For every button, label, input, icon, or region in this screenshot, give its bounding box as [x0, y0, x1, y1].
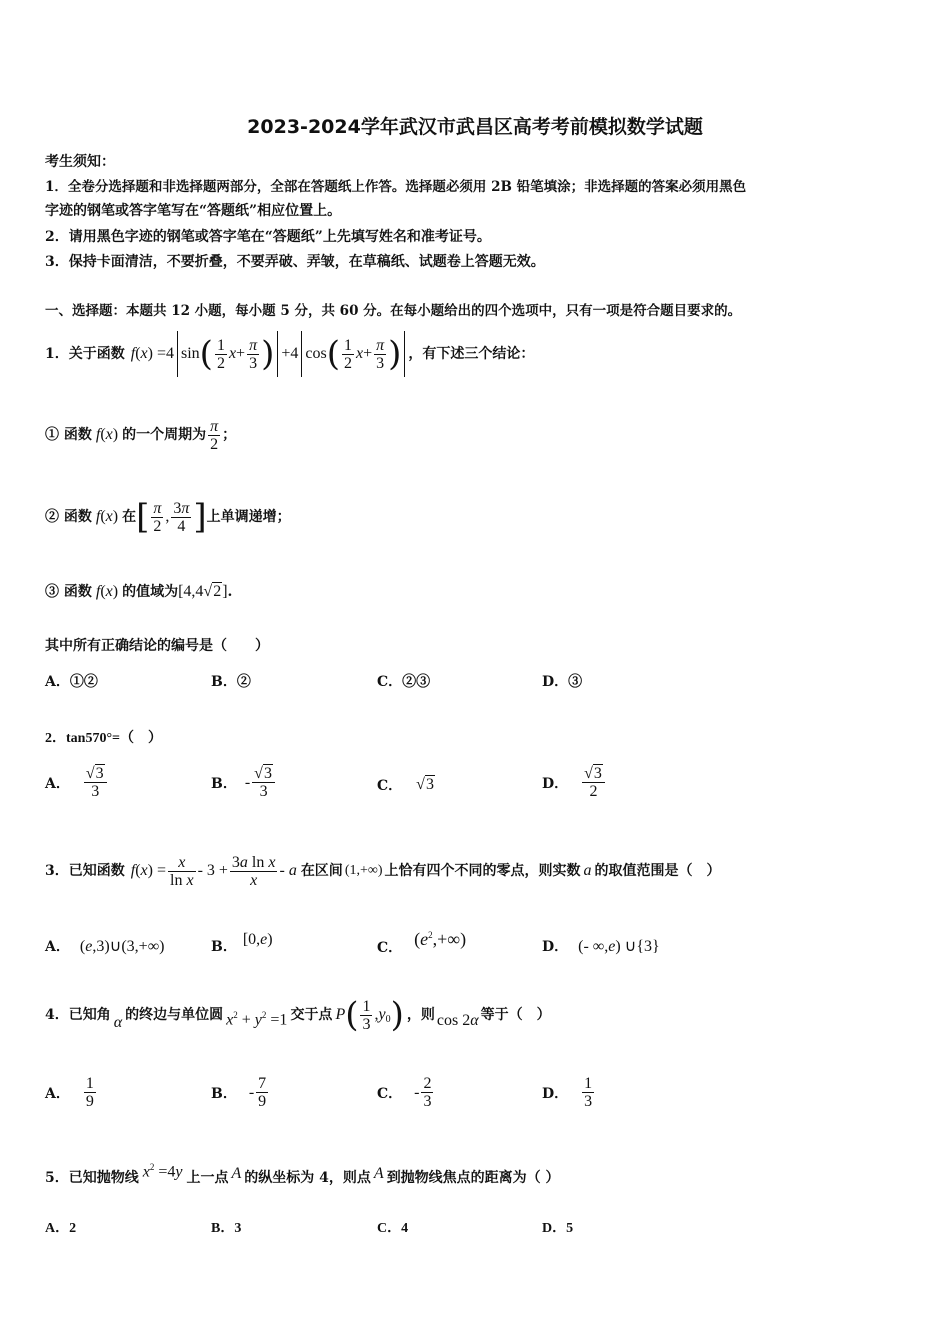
- question-4-stem: 4．已知角 α 的终边与单位圆 $x^2 + y^2 =1$ 交于点 P ( $\frac{1}{3}$ , y 0 ) ，则 cos 2α 等于（ ）: [45, 995, 551, 1035]
- q5-mid-2: 的纵坐标为 4，则点: [244, 1170, 371, 1186]
- q1-statement-3: ③ 函数 f(x) 的值域为 [4,4√2] .: [45, 583, 233, 600]
- q5-option-a[interactable]: A．2: [45, 1221, 77, 1236]
- q1-s2-interval: [ $\frac{\pi}{2}$ , $\frac{3\pi}{4}$ ]: [136, 497, 207, 537]
- q1-function-formula: f ( x ) =4 sin ( $\frac{1}{2}$ x + $\frac{\pi}{3}$ ) +4 cos ( $\frac{1}{2}$ x + $\frac{\pi}{3}$ ): [131, 331, 409, 377]
- q1-s2-prefix: ② 函数: [45, 509, 92, 525]
- q5-prefix: 5．已知抛物线: [45, 1170, 139, 1186]
- q5-mid-1: 上一点: [186, 1170, 229, 1186]
- notice-line-1: 1．全卷分选择题和非选择题两部分，全部在答题纸上作答。选择题必须用 2B 铅笔填涂；非选择题的答案必须用黑色: [45, 179, 747, 195]
- q4-a-label: A．: [45, 1085, 70, 1102]
- section-heading: 一、选择题：本题共 12 小题，每小题 5 分，共 60 分。在每小题给出的四个选项中，只有一项是符合题目要求的。: [45, 303, 742, 319]
- q3-mid-2: 上恰有四个不同的零点，则实数: [384, 863, 581, 879]
- q1-option-d[interactable]: D．③: [542, 674, 583, 690]
- q3-prefix: 3．已知函数: [45, 863, 125, 879]
- q4-option-a[interactable]: A． $\frac{1}{9}$: [45, 1075, 94, 1110]
- q1-option-c[interactable]: C．②③: [377, 674, 431, 690]
- q3-option-d[interactable]: D． (- ∞,e) ∪{3}: [542, 938, 660, 955]
- q4-option-d[interactable]: D． $\frac{1}{3}$: [542, 1075, 593, 1110]
- q1-option-b[interactable]: B．②: [211, 674, 251, 690]
- q1-s3-end: .: [227, 584, 233, 600]
- q2-c-label: C．: [377, 778, 403, 794]
- q1-s2-mid: 在: [122, 509, 137, 525]
- q3-a-label: A．: [45, 939, 70, 955]
- q3-option-c[interactable]: C． $(e^2,+\infty)$: [377, 929, 467, 956]
- q3-interval: (1,+∞): [344, 863, 383, 878]
- q3-c-label: C．: [377, 939, 403, 956]
- q5-option-b[interactable]: B．3: [211, 1221, 242, 1236]
- q1-statement-2: ② 函数 f(x) 在 [ $\frac{\pi}{2}$ , $\frac{3\pi}{4}$ ] 上单调递增；: [45, 497, 291, 537]
- q1-s1-prefix: ① 函数: [45, 427, 92, 443]
- q3-d-label: D．: [542, 939, 569, 955]
- exam-title: 2023-2024学年武汉市武昌区高考考前模拟数学试题: [247, 116, 703, 138]
- q4-mid-1: 的终边与单位圆: [125, 1007, 224, 1023]
- q1-suffix: ，有下述三个结论：: [408, 346, 535, 362]
- q4-option-b[interactable]: B． - $\frac{7}{9}$: [211, 1075, 267, 1110]
- q4-end: 等于（ ）: [480, 1007, 551, 1023]
- q4-c-label: C．: [377, 1085, 403, 1102]
- notice-line-2: 2．请用黑色字迹的钢笔或答字笔在“答题纸”上先填写姓名和准考证号。: [45, 229, 491, 245]
- q1-s1-end: ；: [222, 427, 237, 443]
- q5-option-d[interactable]: D．5: [542, 1221, 574, 1236]
- q5-option-c[interactable]: C．4: [377, 1221, 409, 1236]
- q4-circle-equation: $x^2 + y^2 =1$: [226, 1010, 288, 1029]
- q3-end: 的取值范围是（ ）: [594, 863, 721, 879]
- question-3-stem: 3．已知函数 f ( x ) = $\frac{x}{\text{ln x}}$ - 3 + $\frac{\text{3a ln x}}{x}$ - a 在区间 (1,+∞) 上恰有四个不同的零点，则实数 a 的取值范围是（ ）: [45, 853, 721, 889]
- q1-s3-range: [4,4√2]: [178, 583, 228, 600]
- notice-line-3: 3．保持卡面清洁，不要折叠，不要弄破、弄皱，在草稿纸、试题卷上答题无效。: [45, 254, 545, 270]
- q1-s3-mid: 的值域为: [122, 584, 179, 600]
- q2-option-a[interactable]: A． $\frac{√3}{3}$: [45, 765, 109, 800]
- q3-option-a[interactable]: A． (e,3)∪(3,+∞): [45, 938, 165, 955]
- q4-prefix: 4．已知角: [45, 1007, 111, 1023]
- q2-b-label: B．: [211, 775, 237, 792]
- q4-option-c[interactable]: C． - $\frac{2}{3}$: [377, 1075, 432, 1110]
- q3-b-label: B．: [211, 939, 237, 955]
- q1-s1-period: $\frac{\pi}{2}$: [210, 417, 219, 453]
- q3-function-formula: f ( x ) = $\frac{x}{\text{ln x}}$ - 3 + $\frac{\text{3a ln x}}{x}$ - a: [130, 853, 297, 889]
- q4-d-label: D．: [542, 1085, 569, 1102]
- question-1-stem: [45, 324, 534, 384]
- q1-s1-mid: 的一个周期为: [122, 427, 207, 443]
- q2-option-c[interactable]: C． √3: [377, 776, 434, 794]
- q1-s3-prefix: ③ 函数: [45, 584, 92, 600]
- q5-end: 到抛物线焦点的距离为（ ）: [386, 1170, 560, 1186]
- q1-statement-1: ① 函数 f(x) 的一个周期为 $\frac{\pi}{2}$ ；: [45, 417, 237, 453]
- q3-mid-1: 在区间: [300, 863, 343, 879]
- notice-line-1-cont: 字迹的钢笔或答字笔写在“答题纸”相应位置上。: [45, 203, 342, 219]
- q1-option-a[interactable]: A．①②: [45, 674, 98, 690]
- q4-point: P ( $\frac{1}{3}$ , y 0 ): [335, 995, 404, 1035]
- question-2-stem: 2．tan570°=（ ）: [45, 731, 163, 746]
- q4-b-label: B．: [211, 1085, 237, 1102]
- q2-option-b[interactable]: B． - $\frac{√3}{3}$: [211, 765, 277, 800]
- q1-prefix: 1．关于函数: [45, 346, 125, 362]
- q1-s2-end: 上单调递增；: [206, 509, 291, 525]
- q2-option-d[interactable]: D． $\frac{√3}{2}$: [542, 765, 607, 800]
- q4-mid-3: ，则: [406, 1007, 435, 1023]
- q2-d-label: D．: [542, 775, 569, 792]
- q1-ask: 其中所有正确结论的编号是（ ）: [45, 638, 269, 654]
- question-5-stem: 5．已知抛物线 $x^2 =4y$ 上一点 A 的纵坐标为 4，则点 A 到抛物线焦点的距离为（ ）: [45, 1160, 560, 1196]
- q2-a-label: A．: [45, 775, 70, 792]
- q3-option-b[interactable]: B． [0,e): [211, 931, 273, 955]
- q5-parabola-equation: $x^2 =4y$: [142, 1162, 183, 1181]
- q4-mid-2: 交于点: [290, 1007, 333, 1023]
- notice-heading: 考生须知：: [45, 154, 115, 170]
